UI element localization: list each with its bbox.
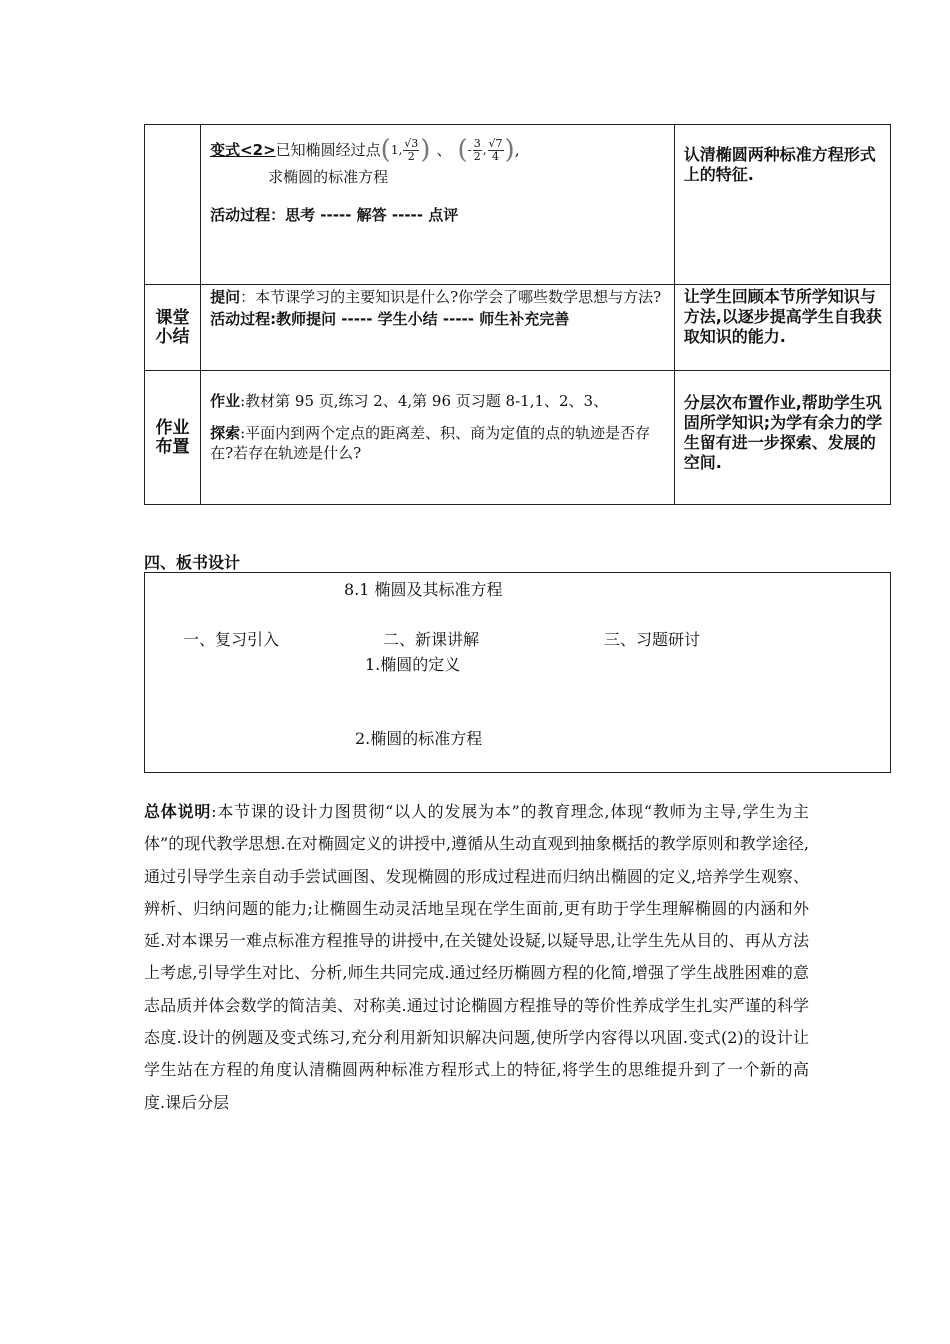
point-separator: 、	[436, 141, 452, 159]
board-col3: 三、习题研讨	[604, 630, 701, 649]
board-col2: 二、新课讲解	[383, 630, 480, 649]
lesson-table	[144, 124, 891, 505]
content-cell	[201, 125, 675, 285]
explore-line: 探索:平面内到两个定点的距离差、积、商为定值的点的轨迹是否存在?若存在轨迹是什么?	[210, 424, 651, 462]
ask-line: 提问：本节课学习的主要知识是什么?你学会了哪些数学思想与方法?	[210, 288, 662, 306]
content-cell	[201, 285, 675, 371]
board-title: 8.1 椭圆及其标准方程	[344, 580, 503, 599]
variant-text: 已知椭圆经过点	[275, 141, 381, 159]
note-cell: 让学生回顾本节所学知识与方法,以逐步提高学生自我获取知识的能力.	[674, 285, 890, 371]
note-cell: 分层次布置作业,帮助学生巩固所学知识;为学有余力的学生留有进一步探索、发展的空间.	[674, 371, 890, 505]
side-cell-summary: 课堂小结	[145, 285, 201, 371]
variant-label: 变式<2>	[210, 141, 276, 159]
point-two: ( - $\frac{3}{2}$ , $\frac{√7}{4}$ )	[457, 135, 515, 165]
board-col1: 一、复习引入	[183, 630, 280, 649]
variant-line: 变式<2> 已知椭圆经过点 ( 1 , $\frac{√3}{2}$ ) 、 ( - $\frac{3}{2}$ , $\frac{√7}{4}$ ) ,	[210, 135, 520, 165]
table-row	[145, 285, 891, 371]
content-cell	[201, 371, 675, 505]
board-design-box	[144, 572, 891, 773]
table-row	[145, 125, 891, 285]
board-heading: 四、板书设计	[144, 553, 241, 572]
activity-line: 活动过程：思考 ----- 解答 ----- 点评	[210, 206, 459, 224]
activity-line: 活动过程:教师提问 ----- 学生小结 ----- 师生补充完善	[210, 310, 570, 328]
board-item1: 1.椭圆的定义	[365, 655, 461, 674]
question-line: 求椭圆的标准方程	[268, 168, 389, 186]
note-cell: 认清椭圆两种标准方程形式上的特征.	[674, 125, 890, 285]
homework-line: 作业:教材第 95 页,练习 2、4,第 96 页习题 8-1,1、2、3、	[210, 392, 609, 410]
side-cell-empty	[145, 125, 201, 285]
board-item2: 2.椭圆的标准方程	[355, 729, 483, 748]
summary-text: :本节课的设计力图贯彻“以人的发展为本”的教育理念,体现“教师为主导,学生为主体”的现代教学思想.在对椭圆定义的讲授中,遵循从生动直观到抽象概括的教学原则和教学途径,通过引导学生亲自动手尝试画图、发现椭圆的形成过程进而归纳出椭圆的定义,培养学生观察、辨析、归纳问题的能力;让椭圆生动灵活地呈现在学生面前,更有助于学生理解椭圆的内涵和外延.对本课另一难点标准方程推导的讲授中,在关键处设疑,以疑导思,让学生先从目的、再从方法上考虑,引导学生对比、分析,师生共同完成.通过经历椭圆方程的化简,增强了学生战胜困难的意志品质并体会数学的简洁美、对称美.通过讨论椭圆方程推导的等价性养成学生扎实严谨的科学态度.设计的例题及变式练习,充分利用新知识解决问题,使所学内容得以巩固.变式(2)的设计让学生站在方程的角度认清椭圆两种标准方程形式上的特征,将学生的思维提升到了一个新的高度.课后分层	[144, 802, 809, 1112]
side-cell-homework: 作业布置	[145, 371, 201, 505]
point-one: ( 1 , $\frac{√3}{2}$ )	[380, 135, 431, 165]
summary-paragraph	[144, 796, 809, 1119]
table-row	[145, 371, 891, 505]
summary-label: 总体说明	[144, 802, 212, 821]
